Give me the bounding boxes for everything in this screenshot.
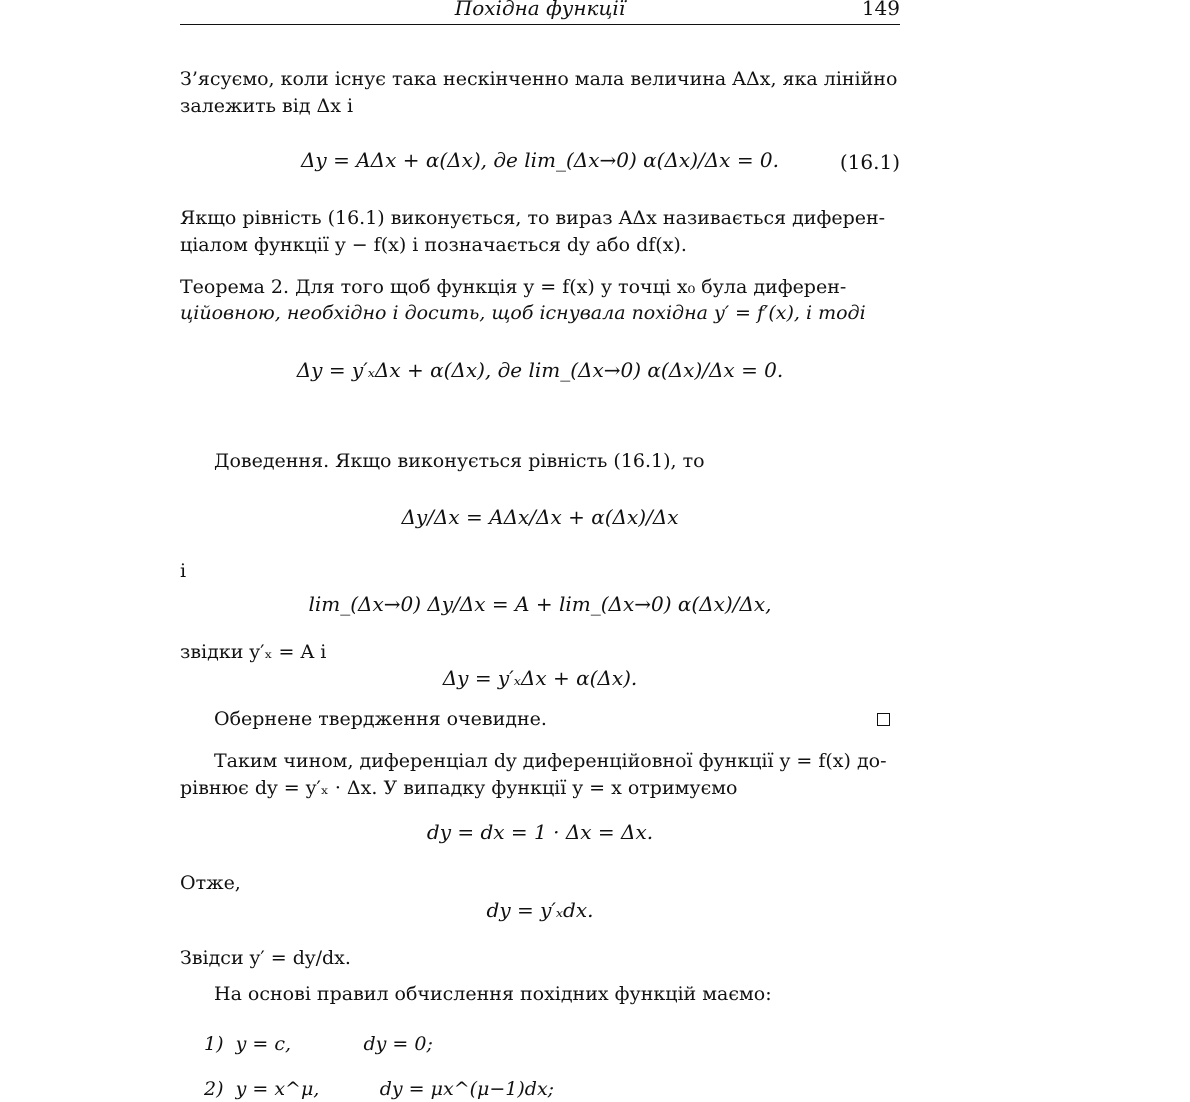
- paragraph-line-3: Якщо рівність (16.1) виконується, то вираз AΔx називається диферен-: [180, 207, 886, 229]
- equation-limit: lim_(Δx→0) Δy/Δx = A + lim_(Δx→0) α(Δx)/Δx,: [308, 592, 772, 616]
- qed-square-icon: [877, 713, 890, 726]
- converse-line: Обернене твердження очевидне.: [214, 708, 547, 730]
- equation-16-1: Δy = AΔx + α(Δx), де lim_(Δx→0) α(Δx)/Δx = 0.: [300, 148, 780, 172]
- equation-differential: dy = y′ₓdx.: [486, 898, 594, 922]
- proof-line: Доведення. Якщо виконується рівність (16.1), то: [214, 450, 705, 472]
- equation-theorem: Δy = y′ₓΔx + α(Δx), де lim_(Δx→0) α(Δx)/Δx = 0.: [296, 358, 784, 382]
- therefore-line: Отже,: [180, 872, 241, 894]
- theorem-line-2: ційовною, необхідно і досить, щоб існувала похідна y′ = f′(x), і тоді: [180, 302, 866, 324]
- paragraph-line-1: З’ясуємо, коли існує така нескінченно мала величина AΔx, яка лінійно: [180, 68, 898, 90]
- equation-dx: dy = dx = 1 · Δx = Δx.: [426, 820, 654, 844]
- page-number: 149: [861, 0, 900, 20]
- equation-number: (16.1): [839, 150, 900, 174]
- rule-item-1: 1) y = c, dy = 0;: [204, 1033, 433, 1055]
- paragraph-line-2: залежить від Δx і: [180, 95, 354, 117]
- rule-item-2: 2) y = x^μ, dy = μx^(μ−1)dx;: [204, 1078, 555, 1100]
- conjunction-line: і: [180, 560, 187, 582]
- paragraph-line-4: ціалом функції y − f(x) і позначається dy або df(x).: [180, 234, 687, 256]
- whence-line: звідки y′ₓ = A і: [180, 641, 327, 663]
- header-rule: [180, 24, 900, 25]
- equation-increment: Δy = y′ₓΔx + α(Δx).: [442, 666, 638, 690]
- running-header-title: Похідна функції: [454, 0, 626, 20]
- theorem-line-1: Теорема 2. Для того щоб функція y = f(x) у точці x₀ була диферен-: [180, 276, 847, 298]
- paragraph-line-6: рівнює dy = y′ₓ · Δx. У випадку функції y = x отримуємо: [180, 777, 738, 799]
- paragraph-line-5: Таким чином, диференціал dy диференційовної функції y = f(x) до-: [214, 750, 887, 772]
- hence-line: Звідси y′ = dy/dx.: [180, 947, 351, 969]
- equation-ratio: Δy/Δx = AΔx/Δx + α(Δx)/Δx: [401, 505, 679, 529]
- rules-intro-line: На основі правил обчислення похідних функцій маємо:: [214, 983, 772, 1005]
